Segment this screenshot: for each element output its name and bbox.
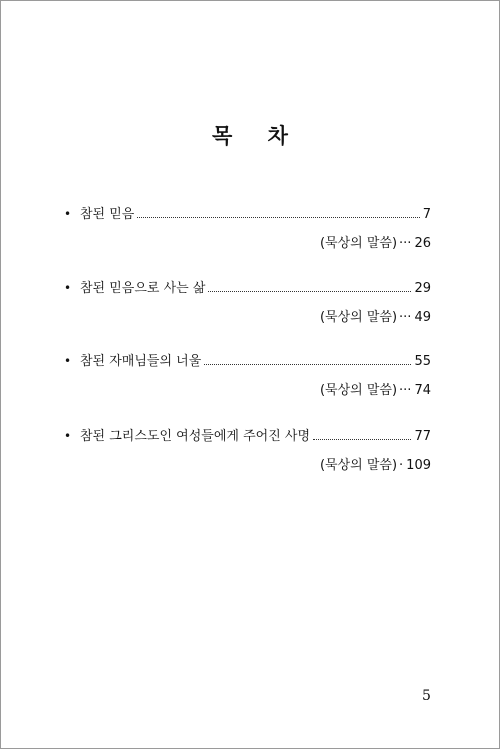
dot-leader	[204, 364, 411, 365]
toc-entry-page: 77	[414, 429, 431, 444]
toc-subentry-page: 49	[414, 310, 431, 325]
toc-subentry-label: (묵상의 말씀)	[319, 310, 398, 325]
toc-subentry	[64, 310, 431, 326]
toc-entry-title: 참된 믿음	[80, 207, 135, 222]
dot-leader	[313, 439, 411, 440]
toc-entry	[64, 353, 431, 399]
page-number: 5	[422, 688, 431, 704]
dot-leader	[137, 217, 419, 218]
toc-subentry-leader: ···	[399, 310, 412, 325]
toc-entry-line	[64, 206, 431, 222]
toc-subentry	[64, 458, 431, 474]
toc-subentry-leader: ···	[399, 236, 412, 251]
toc-entry-line	[64, 353, 431, 369]
toc-subentry-page: 109	[406, 458, 431, 473]
toc-subentry-leader: ·	[399, 458, 404, 473]
bullet-icon: •	[64, 207, 72, 221]
bullet-icon: •	[64, 429, 72, 443]
toc-subentry-label: (묵상의 말씀)	[319, 236, 398, 251]
toc-subentry-page: 74	[414, 383, 431, 398]
toc-subentry-page: 26	[414, 236, 431, 251]
toc-entry	[64, 280, 431, 326]
toc-entry-page: 29	[414, 281, 431, 296]
bullet-icon: •	[64, 281, 72, 295]
toc-subentry	[64, 383, 431, 399]
bullet-icon: •	[64, 354, 72, 368]
dot-leader	[208, 291, 411, 292]
toc-subentry-label: (묵상의 말씀)	[319, 383, 398, 398]
toc-entry	[64, 206, 431, 252]
toc-entry-title: 참된 자매님들의 너울	[80, 354, 202, 369]
toc-entry-title: 참된 그리스도인 여성들에게 주어진 사명	[80, 429, 311, 444]
toc-subentry-leader: ···	[399, 383, 412, 398]
toc-entry	[64, 428, 431, 474]
toc-entry-line	[64, 428, 431, 444]
toc-entry-page: 55	[414, 354, 431, 369]
toc-entry-line	[64, 280, 431, 296]
toc-subentry-label: (묵상의 말씀)	[319, 458, 398, 473]
toc-entry-title: 참된 믿음으로 사는 삶	[80, 281, 206, 296]
page-title: 목 차	[212, 124, 302, 148]
toc-subentry	[64, 236, 431, 252]
toc-entry-page: 7	[422, 207, 431, 222]
